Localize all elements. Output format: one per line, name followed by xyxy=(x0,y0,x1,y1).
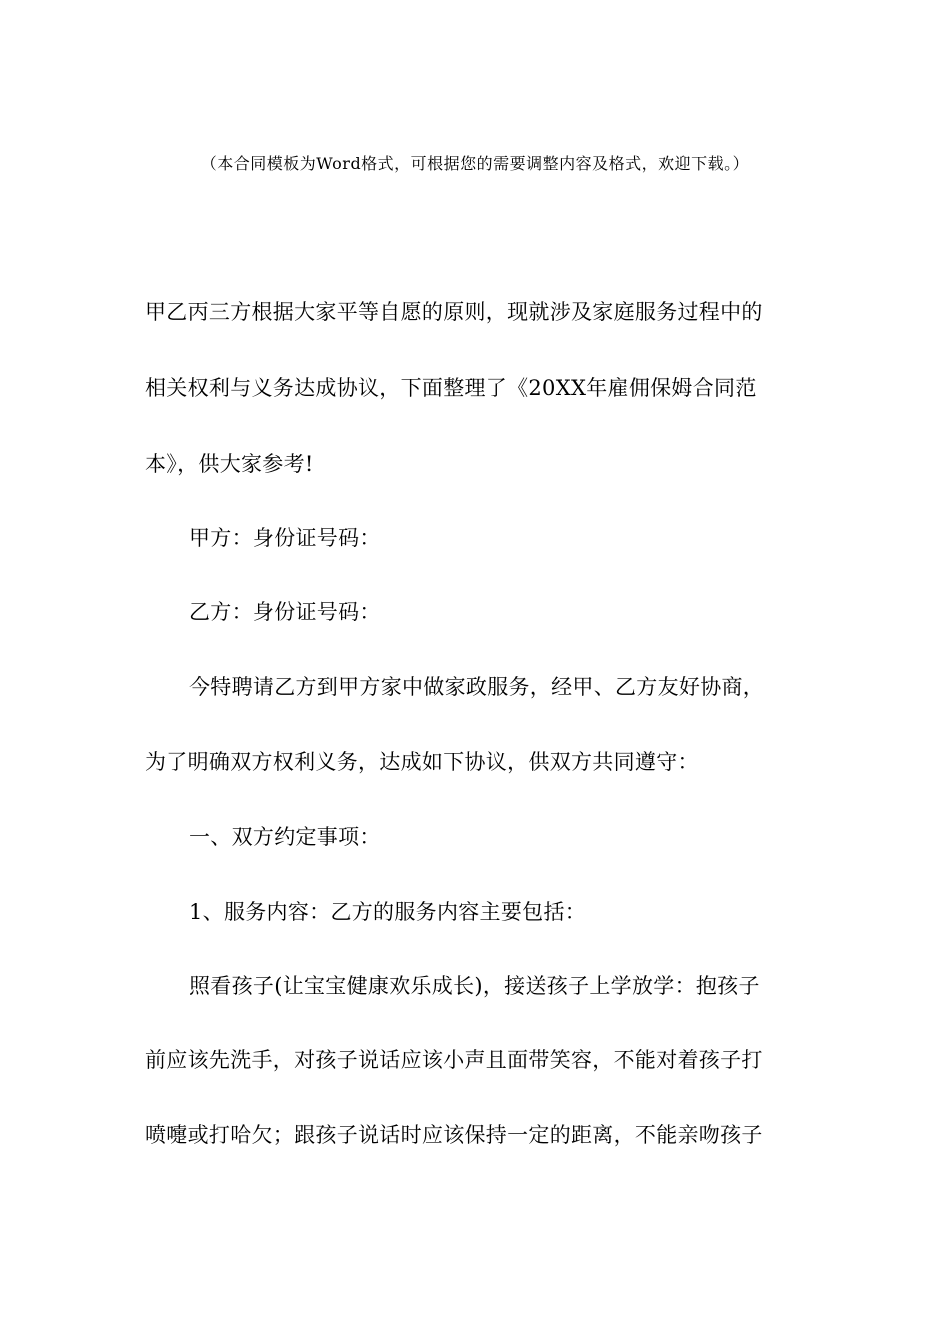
template-note: （本合同模板为Word格式，可根据您的需要调整内容及格式，欢迎下载。） xyxy=(200,154,750,173)
clause-heading: 1、服务内容：乙方的服务内容主要包括： xyxy=(189,900,587,924)
section-heading: 一、双方约定事项： xyxy=(189,825,381,849)
paragraph-line-10: 照看孩子(让宝宝健康欢乐成长)，接送孩子上学放学：抱孩子 xyxy=(189,974,760,998)
party-b-line: 乙方：身份证号码： xyxy=(189,600,381,624)
paragraph-line-1: 甲乙丙三方根据大家平等自愿的原则，现就涉及家庭服务过程中的 xyxy=(145,300,763,324)
paragraph-line-2: 相关权利与义务达成协议，下面整理了《20XX年雇佣保姆合同范 xyxy=(145,376,757,400)
paragraph-line-7: 为了明确双方权利义务，达成如下协议，供双方共同遵守： xyxy=(145,750,699,774)
paragraph-line-3: 本》，供大家参考! xyxy=(145,452,314,476)
party-a-line: 甲方：身份证号码： xyxy=(189,526,381,550)
paragraph-line-11: 前应该先洗手，对孩子说话应该小声且面带笑容，不能对着孩子打 xyxy=(145,1048,763,1072)
paragraph-line-6: 今特聘请乙方到甲方家中做家政服务，经甲、乙方友好协商， xyxy=(189,675,765,699)
paragraph-line-12: 喷嚏或打哈欠；跟孩子说话时应该保持一定的距离，不能亲吻孩子 xyxy=(145,1123,763,1147)
